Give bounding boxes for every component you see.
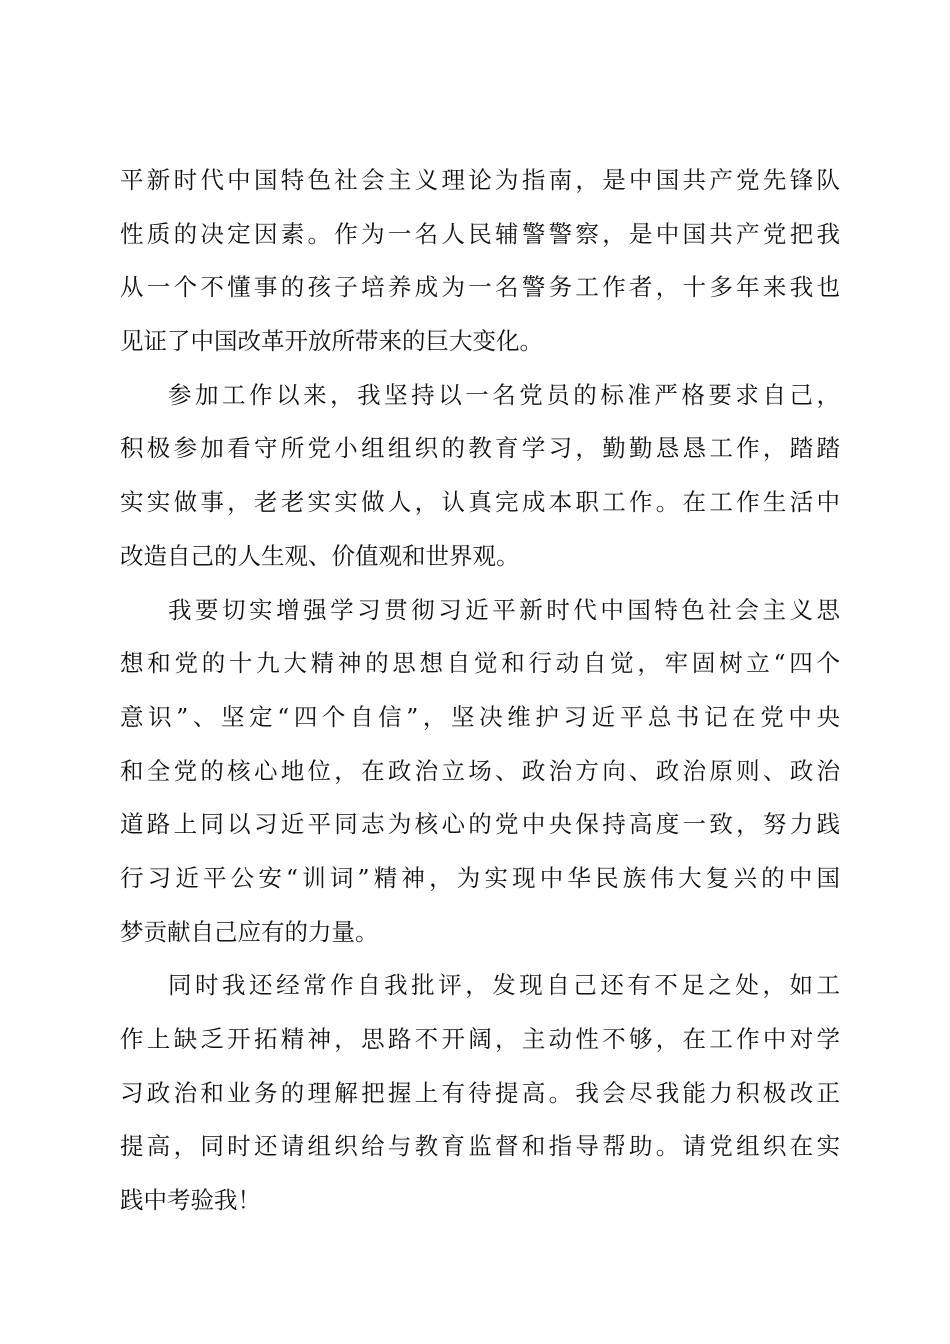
text-line: 作上缺乏开拓精神，思路不开阔，主动性不够，在工作中对学 <box>120 1025 840 1053</box>
text-line: 性质的决定因素。作为一名人民辅警警察，是中国共产党把我 <box>120 219 840 248</box>
text-line: 参加工作以来，我坚持以一名党员的标准严格要求自己， <box>168 380 840 409</box>
text-line: 同时我还经常作自我批评，发现自己还有不足之处，如工 <box>168 971 840 1000</box>
text-line: 道路上同以习近平同志为核心的党中央保持高度一致，努力践 <box>120 810 840 839</box>
text-line: 践中考验我！ <box>120 1186 261 1215</box>
text-line: 实实做事，老老实实做人，认真完成本职工作。在工作生活中 <box>120 488 840 517</box>
text-line: 和全党的核心地位，在政治立场、政治方向、政治原则、政治 <box>120 756 840 785</box>
text-line: 平新时代中国特色社会主义理论为指南，是中国共产党先锋队 <box>120 166 840 194</box>
text-line: 见证了中国改革开放所带来的巨大变化。 <box>120 327 543 356</box>
text-line: 习政治和业务的理解把握上有待提高。我会尽我能力积极改正 <box>120 1078 840 1107</box>
text-line: 积极参加看守所党小组组织的教育学习，勤勤恳恳工作，踏踏 <box>120 434 840 463</box>
text-line: 从一个不懂事的孩子培养成为一名警务工作者，十多年来我也 <box>120 273 840 302</box>
text-line: 梦贡献自己应有的力量。 <box>120 917 379 946</box>
text-line: 提高，同时还请组织给与教育监督和指导帮助。请党组织在实 <box>120 1132 840 1161</box>
text-line: 我要切实增强学习贯彻习近平新时代中国特色社会主义思 <box>168 595 840 624</box>
text-line: 想和党的十九大精神的思想自觉和行动自觉，牢固树立“四个 <box>120 649 840 678</box>
text-line: 改造自己的人生观、价值观和世界观。 <box>120 541 520 570</box>
text-line: 意识”、坚定“四个自信”，坚决维护习近平总书记在党中央 <box>120 702 840 731</box>
body-text <box>120 154 840 1228</box>
text-line: 行习近平公安“训词”精神，为实现中华民族伟大复兴的中国 <box>120 863 840 892</box>
